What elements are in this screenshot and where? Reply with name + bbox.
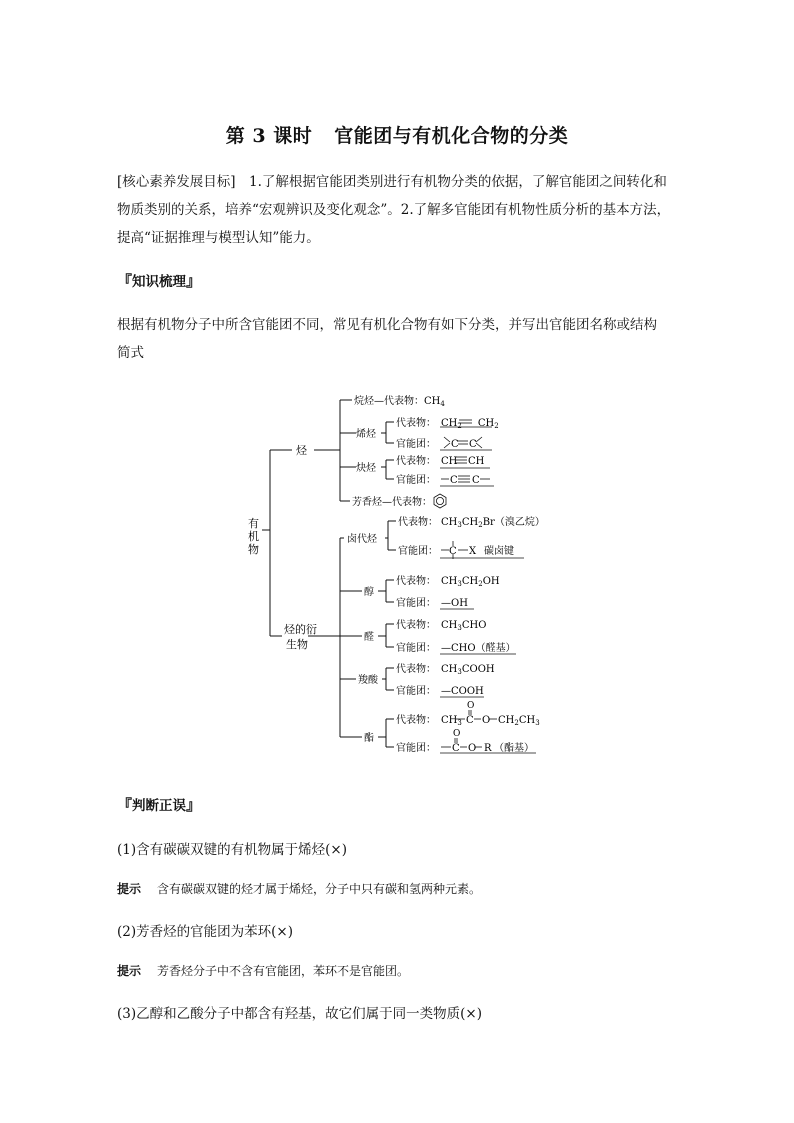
benzene-ring-icon [434, 494, 446, 508]
hint-1-label: 提示 [117, 882, 142, 896]
halo-fg-label: 官能团： [398, 546, 438, 557]
alkene-fg-label: 官能团： [396, 439, 436, 450]
goals-line-1: [核心素养发展目标] 1.了解根据官能团类别进行有机物分类的依据，了解官能团之间转化和 [117, 174, 667, 190]
alcohol-label: 醇 [364, 587, 374, 598]
alcohol-rep-formula: $CH_3CH_2OH$ [441, 576, 500, 588]
alcohol-fg-value: —OH [441, 598, 468, 609]
alcohol-rep-label: 代表物： [396, 576, 436, 587]
acid-rep-label: 代表物： [396, 664, 436, 675]
alkene-label: 烯烃 [356, 429, 376, 440]
hint-2 [117, 962, 409, 979]
ester-fg-name: （酯基） [494, 743, 534, 754]
halo-fg-name: 碳卤键 [484, 546, 514, 557]
aldehyde-label: 醛 [364, 632, 374, 643]
alkene-rep-formula: $CH_2$ $CH_2$ [441, 418, 499, 430]
intro-line-1: 根据有机物分子中所含官能团不同，常见有机化合物有如下分类，并写出官能团名称或结构 [117, 317, 657, 333]
ald-fg-value: —CHO（醛基） [441, 643, 516, 654]
tree-lines [262, 400, 396, 747]
alkyne-fg-label: 官能团： [396, 475, 436, 486]
root-char-3: 物 [248, 543, 259, 556]
section-judge [117, 794, 201, 815]
alkyne-rep-label: 代表物： [396, 456, 436, 467]
question-3: (3)乙醇和乙酸分子中都含有羟基，故它们属于同一类物质(×) [117, 1006, 482, 1022]
ald-rep-formula: $CH_3CHO$ [441, 620, 487, 632]
hint-2-label: 提示 [117, 964, 142, 978]
alkane-label: 烷烃—代表物：$CH_4$ [354, 396, 445, 408]
intro-line-2: 简式 [117, 345, 144, 361]
root-label [248, 517, 259, 556]
alkyne-fg-structure [441, 476, 490, 482]
alkene-rep-label: 代表物： [396, 418, 436, 429]
alkyne-fg-c1: C [450, 475, 458, 486]
ald-rep-label: 代表物： [396, 620, 436, 631]
ester-rep-c: C [466, 715, 474, 726]
goals-line-3: 提高“证据推理与模型认知”能力。 [117, 230, 320, 246]
corner-bracket-left: 『 [117, 272, 133, 290]
halo-fg-c: C [449, 546, 457, 557]
alkene-fg-c2: C [469, 439, 477, 450]
hydrocarbon-label: 烃 [296, 444, 307, 457]
derivative-label-line1: 烃的衍 [284, 623, 317, 636]
goals-line-2: 物质类别的关系，培养“宏观辨识及变化观念”。2.了解多官能团有机物性质分析的基本方法， [117, 202, 671, 218]
section-knowledge-label: 知识梳理 [132, 274, 187, 290]
ald-fg-label: 官能团： [396, 643, 436, 654]
aromatic-label: 芳香烃—代表物： [352, 497, 432, 508]
ester-rep-o: O [482, 715, 491, 726]
hint-1 [117, 880, 481, 897]
corner-bracket-left: 『 [117, 796, 133, 814]
ester-rep-carbonyl-o: O [467, 701, 475, 711]
acid-label: 羧酸 [358, 675, 378, 686]
haloalkane-label: 卤代烃 [347, 534, 377, 545]
acid-fg-label: 官能团： [396, 686, 436, 697]
halo-rep-label: 代表物： [398, 517, 438, 528]
lesson-topic: 官能团与有机化合物的分类 [334, 125, 569, 147]
ester-fg-label: 官能团： [396, 743, 436, 754]
ester-fg-o: O [468, 743, 477, 754]
ester-rep-label: 代表物： [396, 715, 436, 726]
alkyne-fg-c2: C [472, 475, 480, 486]
question-1: (1)含有碳碳双键的有机物属于烯烃(×) [117, 842, 347, 858]
root-char-1: 有 [248, 517, 259, 530]
root-char-2: 机 [248, 530, 259, 543]
ester-rep-ch3: $CH_3$ [441, 715, 462, 727]
ester-fg-c: C [452, 743, 460, 754]
halo-rep-formula: $CH_3CH_2Br$（溴乙烷） [441, 517, 545, 529]
alkyne-triple-bond [456, 457, 467, 463]
ester-rep-bonds [456, 710, 497, 719]
acid-rep-formula: $CH_3COOH$ [441, 664, 495, 676]
ester-rep-ethyl: $CH_2CH_3$ [498, 715, 540, 727]
alkene-fg-c1: C [451, 439, 459, 450]
hint-2-text: 芳香烃分子中不含有官能团，苯环不是官能团。 [157, 964, 410, 978]
lesson-number: 第 3 课时 [225, 125, 313, 147]
alkyne-label: 炔烃 [356, 463, 376, 474]
alkyne-rep-ch1: CH [441, 456, 458, 467]
ester-fg-carbonyl-o: O [453, 729, 461, 739]
section-judge-label: 判断正误 [132, 798, 187, 814]
alcohol-fg-label: 官能团： [396, 598, 436, 609]
ester-label: 酯 [364, 733, 374, 744]
question-2: (2)芳香烃的官能团为苯环(×) [117, 924, 293, 940]
corner-bracket-right: 』 [186, 796, 202, 814]
ester-fg-r: R [484, 743, 492, 754]
hint-1-text: 含有碳碳双键的烃才属于烯烃，分子中只有碳和氢两种元素。 [157, 882, 482, 896]
halo-fg-x: X [469, 546, 477, 557]
acid-fg-value: —COOH [441, 686, 484, 697]
derivative-label-line2: 生物 [286, 638, 308, 651]
alkyne-rep-ch2: CH [468, 456, 485, 467]
corner-bracket-right: 』 [186, 272, 202, 290]
